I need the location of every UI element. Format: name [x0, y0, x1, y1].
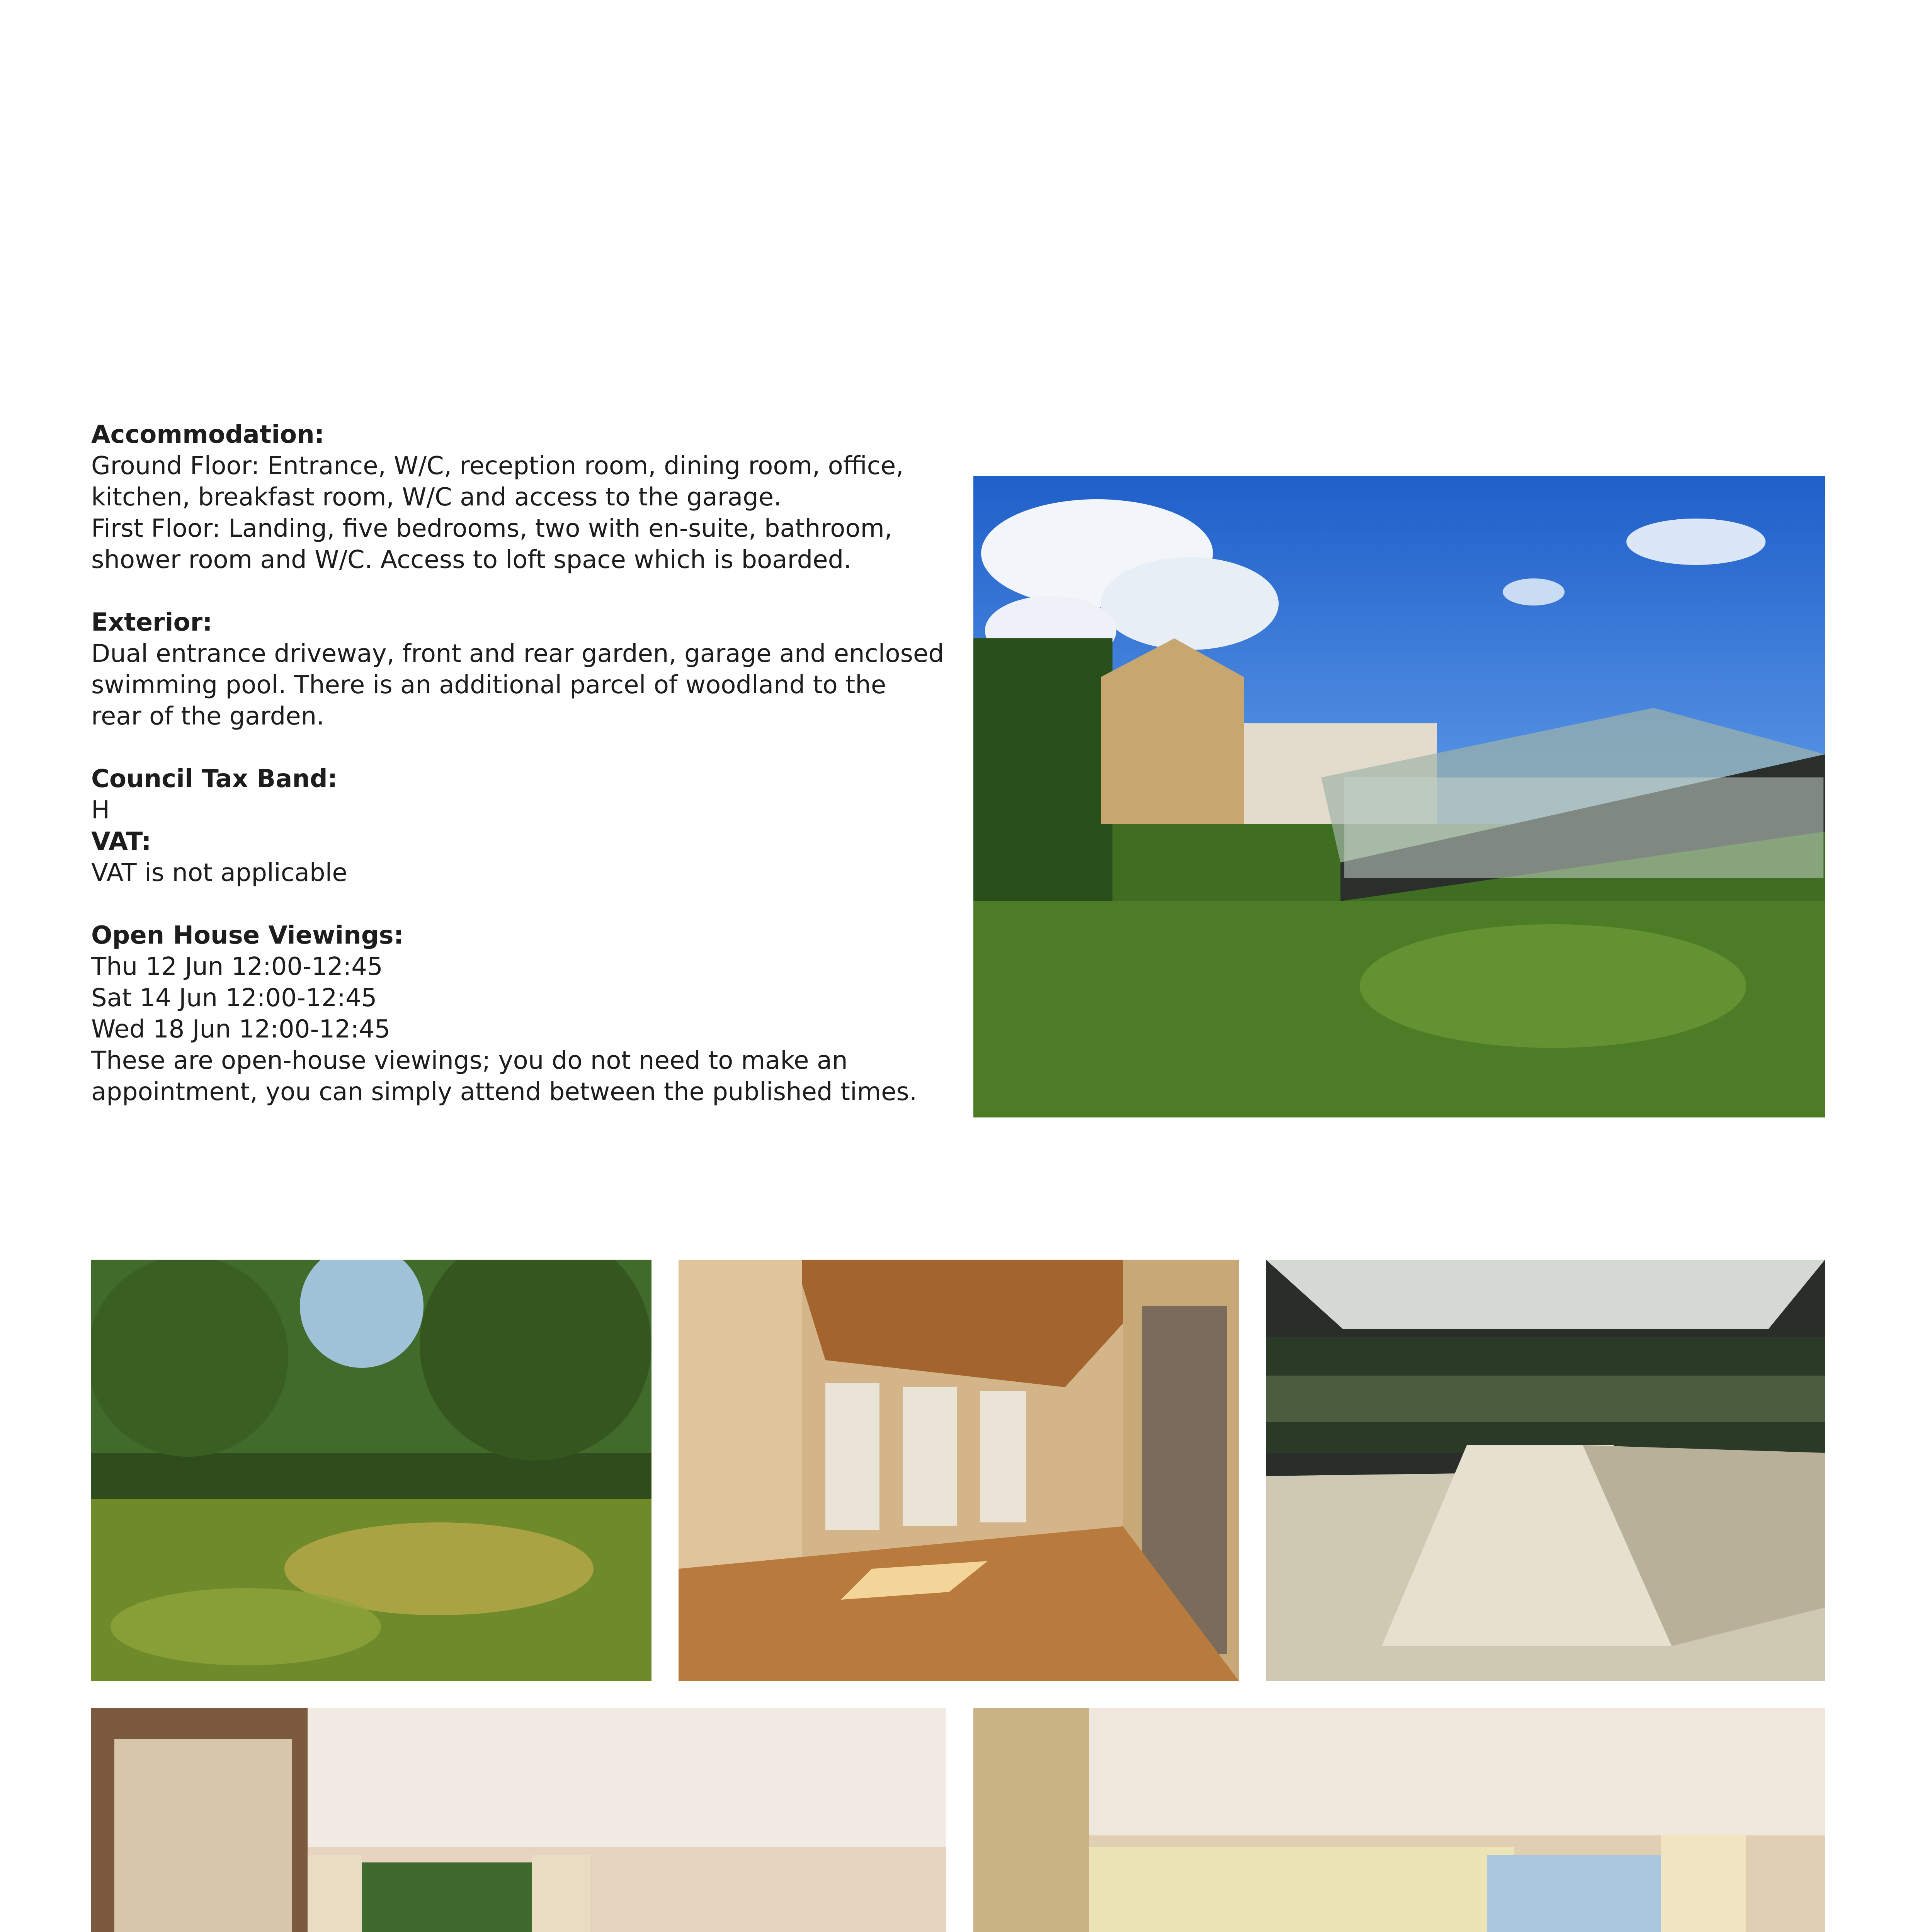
vat-value: VAT is not applicable: [91, 859, 347, 887]
bedroom-photo: [91, 1708, 946, 1932]
exterior-line: rear of the garden.: [91, 702, 325, 731]
viewings-note-line: These are open-house viewings; you do not need to make an: [91, 1046, 848, 1075]
vat-heading: VAT:: [91, 827, 151, 856]
master-bedroom-photo: [973, 1708, 1825, 1932]
accommodation-line: kitchen, breakfast room, W/C and access to the garage.: [91, 483, 782, 512]
accommodation-line: shower room and W/C. Access to loft space which is boarded.: [91, 546, 852, 574]
viewing-slot: Thu 12 Jun 12:00-12:45: [91, 952, 383, 981]
accommodation-heading: Accommodation:: [91, 420, 325, 449]
accommodation-line: Ground Floor: Entrance, W/C, reception room, dining room, office,: [91, 452, 904, 480]
viewing-slot: Wed 18 Jun 12:00-12:45: [91, 1015, 390, 1044]
woodland-garden-photo: [91, 1260, 651, 1681]
reception-room-photo: [679, 1260, 1239, 1681]
accommodation-line: First Floor: Landing, five bedrooms, two with en-suite, bathroom,: [91, 514, 893, 543]
exterior-line: swimming pool. There is an additional parcel of woodland to the: [91, 671, 886, 699]
council-tax-heading: Council Tax Band:: [91, 765, 338, 793]
swimming-pool-photo: [1266, 1260, 1825, 1681]
viewing-slot: Sat 14 Jun 12:00-12:45: [91, 984, 377, 1012]
exterior-heading: Exterior:: [91, 608, 213, 637]
viewings-heading: Open House Viewings:: [91, 921, 404, 950]
property-description: [91, 419, 957, 1108]
exterior-line: Dual entrance driveway, front and rear garden, garage and enclosed: [91, 639, 944, 668]
council-tax-value: H: [91, 796, 110, 825]
viewings-note-line: appointment, you can simply attend between the published times.: [91, 1078, 917, 1106]
rear-garden-photo: [973, 476, 1825, 1117]
